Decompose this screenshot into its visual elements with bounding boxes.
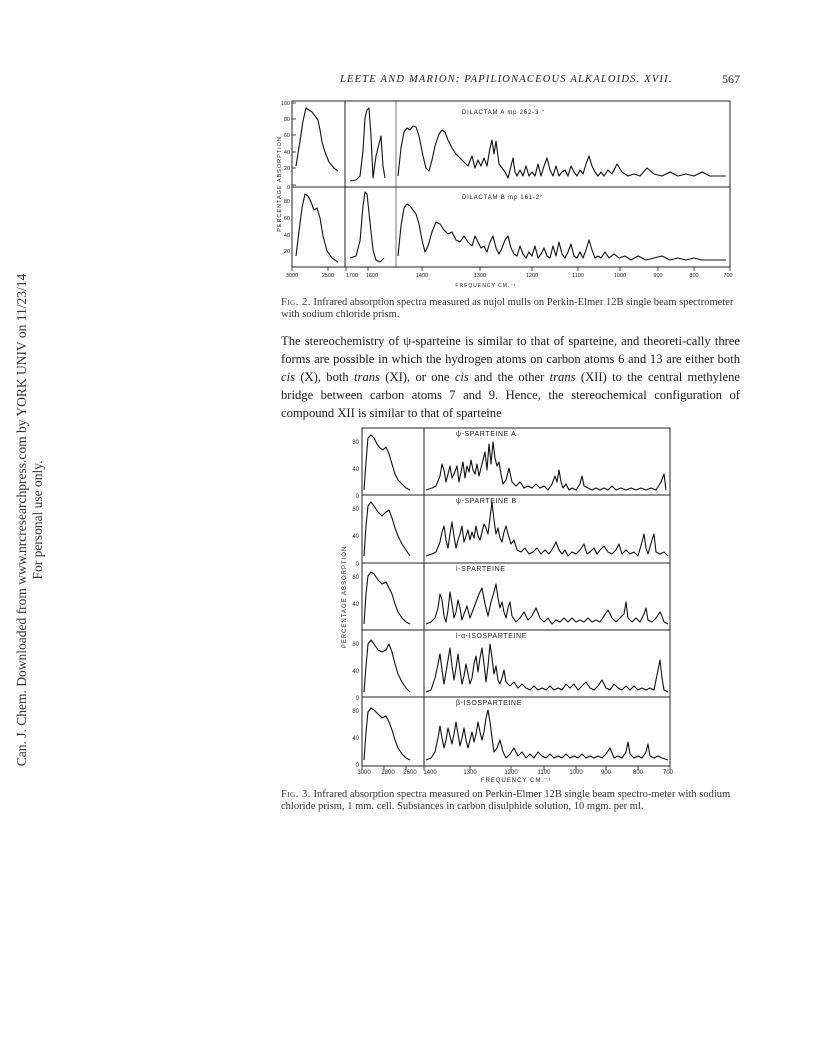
running-header (340, 74, 740, 90)
watermark-line-1: Can. J. Chem. Downloaded from www.nrcresearchpress.com by YORK UNIV on 11/23/14 (14, 273, 29, 767)
paragraph-part: The stereochemistry of ψ-sparteine is similar to that of sparteine, and theoreti-cally three forms are possible in which the hydrogen atoms on carbon atoms 6 and 13 are either both (281, 334, 740, 366)
fig3-xtick: 800 (632, 770, 644, 776)
fig2-a-ytick: 80 (283, 117, 290, 123)
body-paragraph (281, 332, 740, 422)
fig2-a-ytick: 0 (286, 185, 290, 191)
paragraph-part: (X), both (295, 370, 355, 384)
fig3-xtick: 3000 (357, 770, 371, 776)
fig3-ytick: 0 (355, 494, 359, 500)
fig3-ytick: 80 (352, 709, 359, 715)
figure-3-caption-label: Fig. 3. (281, 789, 311, 800)
fig2-xtick: 2500 (321, 273, 335, 279)
fig3-ytick: 80 (352, 642, 359, 648)
paragraph-part: (XII) to the central methylene bridge between carbon atoms 7 and 9. Hence, the stereochemical configuration of compound XII is similar to that of sparteine (281, 370, 740, 420)
fig3-ytick: 40 (352, 602, 359, 608)
fig2-a-ytick: 60 (283, 133, 290, 139)
figure-3-spectrum-psi-sparteine-b (364, 502, 668, 556)
figure-3-panel-label: l-α-ISOSPARTEINE (456, 633, 527, 640)
page-number: 567 (722, 72, 740, 86)
fig2-xtick: 900 (653, 273, 663, 279)
figure-2-panel-b-label: DILACTAM B mp 161-2° (462, 195, 543, 201)
watermark-line-2: For personal use only. (30, 460, 45, 580)
fig2-xtick: 1200 (525, 273, 539, 279)
fig2-xtick: 700 (723, 273, 733, 279)
fig3-ytick: 40 (352, 736, 359, 742)
fig2-a-ytick: 100 (280, 101, 290, 107)
figure-2-x-axis-label: FREQUENCY CM.⁻¹ (455, 283, 517, 289)
paragraph-italic: trans (354, 370, 380, 384)
figure-2-spectrum-a (296, 108, 726, 181)
fig2-a-ytick: 20 (283, 166, 290, 172)
fig3-xtick: 1400 (423, 770, 437, 776)
figure-2-y-axis-label: PERCENTAGE ABSORPTION (277, 136, 283, 232)
fig2-xtick: 1000 (613, 273, 627, 279)
figure-2-frame (292, 101, 730, 267)
paragraph-italic: cis (454, 370, 469, 384)
fig2-a-ytick: 40 (283, 150, 290, 156)
fig3-xtick: 2600 (403, 770, 417, 776)
fig3-xtick: 700 (662, 770, 674, 776)
fig3-xtick: 900 (600, 770, 612, 776)
figure-3-spectrum-l-sparteine (364, 572, 668, 624)
figure-3-caption (281, 789, 740, 813)
paragraph-italic: cis (281, 370, 295, 384)
figure-3-spectrum-psi-sparteine-a (364, 435, 666, 490)
fig3-ytick: 0 (355, 562, 359, 568)
fig2-xtick: 1700 (345, 273, 359, 279)
figure-2-spectrum-b (296, 192, 726, 262)
fig2-xtick: 1100 (572, 273, 584, 279)
figure-3-spectrum-beta-isosparteine (364, 708, 668, 760)
fig2-b-ytick: 60 (283, 216, 290, 222)
figure-3-panel-label: l-SPARTEINE (456, 566, 506, 573)
figure-3-spectrum-l-alpha-isosparteine (364, 640, 668, 692)
figure-2-caption (281, 297, 740, 321)
fig3-ytick: 40 (352, 669, 359, 675)
figure-2-y-axis-a (292, 103, 296, 185)
fig3-ytick: 40 (352, 534, 359, 540)
figure-3-frame (362, 428, 670, 766)
fig3-xtick: 1000 (569, 770, 583, 776)
figure-3-spectra (336, 422, 682, 784)
fig3-xtick: 1300 (463, 770, 477, 776)
fig2-b-ytick: 20 (283, 249, 290, 255)
fig2-b-ytick: 80 (283, 199, 290, 205)
fig3-xtick: 1100 (537, 770, 551, 776)
figure-3-y-axis-label: PERCENTAGE ABSORPTION (342, 545, 348, 649)
figure-3-panel-label: ψ-SPARTEINE B (456, 498, 517, 505)
fig2-xtick: 1600 (365, 273, 379, 279)
fig3-ytick: 40 (352, 467, 359, 473)
fig3-ytick: 0 (355, 696, 359, 702)
fig3-ytick: 80 (352, 440, 359, 446)
figure-3-x-axis-label: FREQUENCY CM.⁻¹ (480, 778, 552, 784)
fig2-xtick: 800 (689, 273, 699, 279)
fig2-xtick: 1300 (473, 273, 487, 279)
running-head-title: LEETE AND MARION: PAPILIONACEOUS ALKALOIDS. XVII. (340, 74, 673, 85)
fig2-xtick: 3000 (285, 273, 299, 279)
figure-3-panel-label: ψ-SPARTEINE A (456, 431, 517, 438)
fig3-xtick: 2800 (381, 770, 395, 776)
fig3-ytick: 80 (352, 575, 359, 581)
paragraph-part: and the other (468, 370, 550, 384)
fig3-xtick: 1200 (504, 770, 518, 776)
fig2-xtick: 1400 (415, 273, 429, 279)
figure-2-x-axis (292, 267, 730, 271)
fig3-ytick: 80 (352, 507, 359, 513)
paragraph-italic: trans (549, 370, 576, 384)
fig3-ytick: 0 (355, 763, 359, 769)
figure-2-spectra (272, 96, 742, 292)
figure-3-panel-label: β-ISOSPARTEINE (456, 700, 522, 707)
figure-3-caption-text: Infrared absorption spectra measured on Perkin-Elmer 12B single beam spectro-meter with sodium chloride prism, 1 mm. cell. Substances in carbon disulphide solution, 10 mgm. per ml. (281, 789, 731, 812)
paragraph-part: (XI), or one (379, 370, 455, 384)
figure-2-caption-text: Infrared absorption spectra measured as nujol mulls on Perkin-Elmer 12B single beam spectrometer with sodium chloride prism. (281, 297, 734, 320)
figure-2-caption-label: Fig. 2. (281, 297, 311, 308)
figure-2-panel-a-label: DILACTAM A mp 262-3 ° (462, 110, 545, 116)
fig2-b-ytick: 40 (283, 233, 290, 239)
